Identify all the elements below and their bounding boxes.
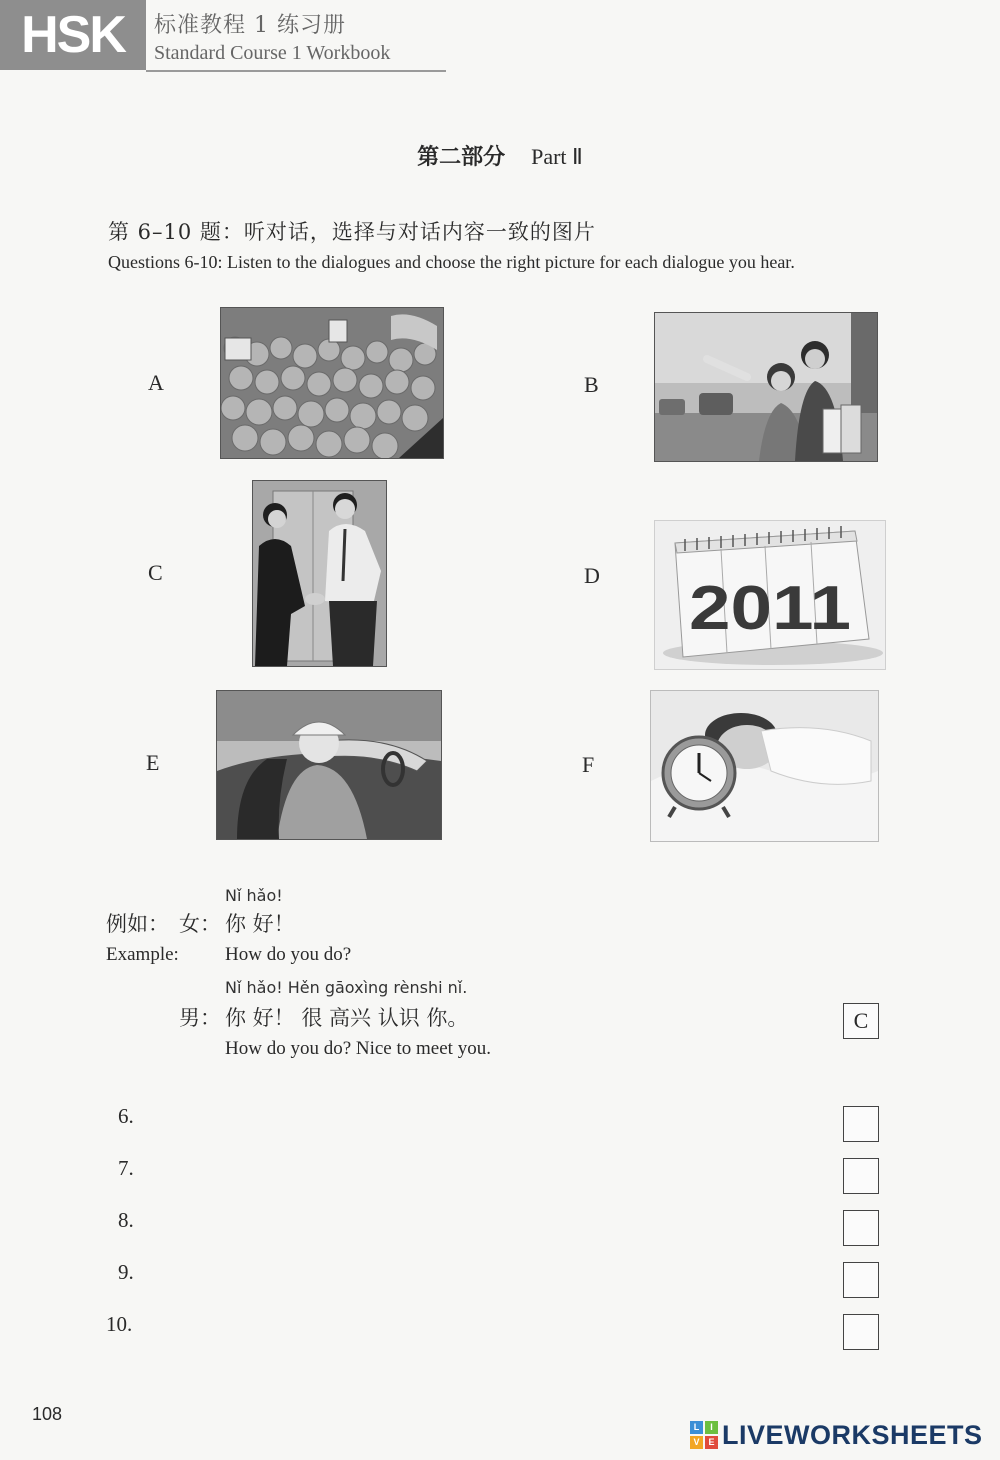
example-female-speaker: 女： (179, 912, 221, 936)
lw-tile-l: L (690, 1421, 703, 1434)
example-male-speaker: 男： (179, 1006, 221, 1030)
lw-tile-v: V (690, 1436, 703, 1449)
example-label-en: Example: (106, 944, 179, 965)
instructions-en: Questions 6-10: Listen to the dialogues and choose the right picture for each dialogue you hear. (108, 252, 795, 272)
example-male-cn: 你 好！ 很 高兴 认识 你。 (225, 1006, 469, 1030)
question-number-9: 9. (118, 1260, 134, 1284)
answer-box-7[interactable] (843, 1158, 879, 1194)
example-male-en: How do you do? Nice to meet you. (225, 1038, 491, 1059)
answer-box-8[interactable] (843, 1210, 879, 1246)
page-number: 108 (32, 1404, 63, 1424)
option-letter-e: E (146, 750, 160, 775)
example-female-cn: 你 好！ (225, 912, 295, 936)
answer-box-6[interactable] (843, 1106, 879, 1142)
handshake-icon (252, 480, 387, 667)
part-title (0, 140, 1000, 171)
option-letter-b: B (584, 372, 599, 397)
header-rule (146, 70, 446, 72)
option-letter-f: F (582, 752, 595, 777)
question-number-6: 6. (118, 1104, 134, 1128)
instructions-cn: 第 6–10 题：听对话，选择与对话内容一致的图片 (108, 220, 596, 244)
couple-shopping-icon (654, 312, 878, 462)
liveworksheets-icon (690, 1421, 718, 1449)
answer-box-10[interactable] (843, 1314, 879, 1350)
calendar-2011-icon (654, 520, 886, 670)
answer-box-9[interactable] (843, 1262, 879, 1298)
lw-tile-e: E (705, 1436, 718, 1449)
example-female-en: How do you do? (225, 944, 352, 965)
example-female-pinyin: Nǐ hǎo! (225, 886, 283, 905)
book-title-cn: 标准教程 1 练习册 (154, 13, 346, 38)
part-title-cn: 第二部分 (417, 144, 506, 170)
hsk-logo: HSK (0, 0, 146, 70)
example-answer-box: C (843, 1003, 879, 1039)
alarm-clock-sleeping-icon (650, 690, 879, 842)
question-number-7: 7. (118, 1156, 134, 1180)
option-letter-c: C (148, 560, 163, 585)
example-male-pinyin: Nǐ hǎo! Hěn gāoxìng rènshi nǐ. (225, 978, 468, 997)
liveworksheets-text: LIVEWORKSHEETS (722, 1419, 983, 1450)
fruit-market-icon (220, 307, 444, 459)
option-letter-a: A (148, 370, 164, 395)
man-driving-car-icon (216, 690, 442, 840)
option-letter-d: D (584, 563, 600, 588)
example-label-cn: 例如： (106, 912, 169, 936)
lw-tile-i: I (705, 1421, 718, 1434)
book-title-en: Standard Course 1 Workbook (154, 42, 391, 64)
question-number-8: 8. (118, 1208, 134, 1232)
question-number-10: 10. (106, 1312, 133, 1336)
calendar-year-text: 2011 (689, 574, 851, 643)
part-title-en: Part Ⅱ (531, 144, 583, 169)
liveworksheets-logo (690, 1418, 983, 1452)
